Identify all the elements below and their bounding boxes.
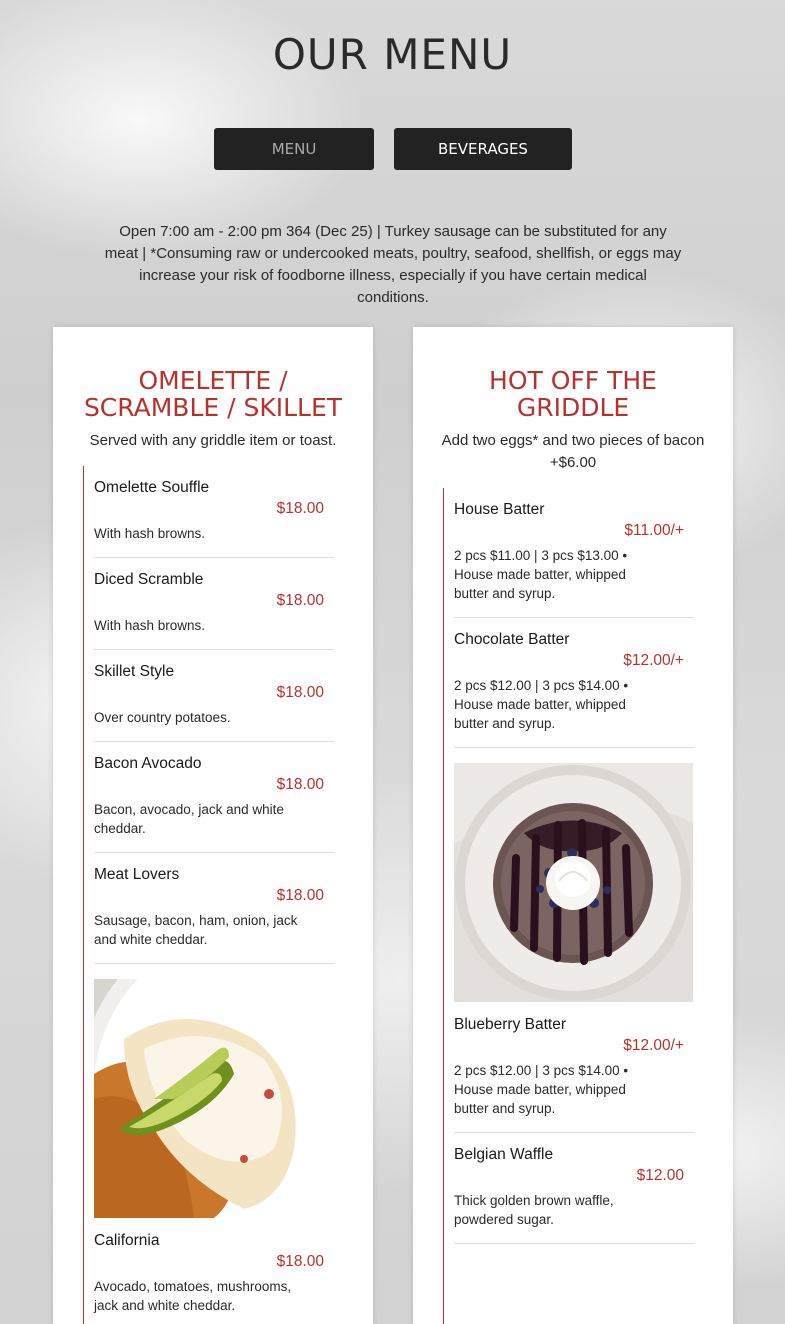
omelette-photo [94,979,333,1218]
menu-item-name: Chocolate Batter [454,631,570,648]
menu-item [454,1133,694,1244]
menu-item-name: House Batter [454,501,545,518]
menu-item-description: 2 pcs $12.00 | 3 pcs $14.00 • House made batter, whipped butter and syrup. [454,1063,629,1116]
menu-item-name: Omelette Souffle [94,479,210,496]
menu-item-price: $18.00 [276,500,324,517]
menu-item-price: $18.00 [276,684,324,701]
menu-item [94,742,334,853]
menu-item-price: $18.00 [276,887,324,904]
menu-item [94,853,334,964]
menu-item [454,618,694,748]
menu-item-description: Sausage, bacon, ham, onion, jack and white cheddar. [94,913,298,947]
menu-item-name: Blueberry Batter [454,1016,566,1033]
menu-item-description: Bacon, avocado, jack and white cheddar. [94,802,284,836]
menu-item-list [443,488,694,1324]
menu-item-description: Thick golden brown waffle, powdered sugar. [454,1193,614,1227]
menu-item-name: Meat Lovers [94,866,180,883]
menu-section-griddle [413,327,733,1324]
menu-section-omelette [53,327,373,1324]
menu-item [94,558,334,650]
menu-item-description: With hash browns. [94,526,206,541]
menu-item-price: $18.00 [276,776,324,793]
menu-item-name: Diced Scramble [94,571,204,588]
tab-beverages[interactable]: BEVERAGES [394,128,572,170]
menu-item-description: 2 pcs $12.00 | 3 pcs $14.00 • House made batter, whipped butter and syrup. [454,678,629,731]
page-title: OUR MENU [272,30,513,79]
hours-notice: Open 7:00 am - 2:00 pm 364 (Dec 25) | Turkey sausage can be substituted for any meat | *Consuming raw or undercooked meats, poultry, seafood, shellfish, or eggs may increase your risk of foodborne illness, especially if you have certain medical conditions. [104,223,682,306]
menu-item-price: $18.00 [276,1253,324,1270]
menu-item-price: $18.00 [276,592,324,609]
menu-item [454,488,694,618]
menu-item-price: $12.00 [636,1167,684,1184]
menu-item-name: Bacon Avocado [94,755,202,772]
menu-item-description: With hash browns. [94,618,206,633]
pancake-photo [454,763,693,1002]
section-title: HOT OFF THE GRIDDLE [489,366,657,422]
menu-item-description: Over country potatoes. [94,710,231,725]
menu-item-description: 2 pcs $11.00 | 3 pcs $13.00 • House made batter, whipped butter and syrup. [454,548,628,601]
menu-item-name: Belgian Waffle [454,1146,554,1163]
menu-item-name: Skillet Style [94,663,175,680]
menu-item [94,964,334,1324]
menu-item-description: Avocado, tomatoes, mushrooms, jack and white cheddar. [94,1279,292,1313]
menu-item [94,650,334,742]
section-title: OMELETTE / SCRAMBLE / SKILLET [83,366,343,422]
section-subtitle: Add two eggs* and two pieces of bacon +$6.00 [441,432,705,471]
menu-item [94,466,334,558]
menu-item-price: $12.00/+ [623,1037,684,1054]
menu-tabs [0,128,785,170]
menu-item-price: $11.00/+ [624,522,684,539]
menu-item-list [83,466,334,1324]
menu-item-name: California [94,1232,160,1249]
tab-menu[interactable]: MENU [214,128,374,170]
menu-item [454,748,694,1133]
section-subtitle: Served with any griddle item or toast. [89,432,337,449]
menu-item-price: $12.00/+ [623,652,684,669]
